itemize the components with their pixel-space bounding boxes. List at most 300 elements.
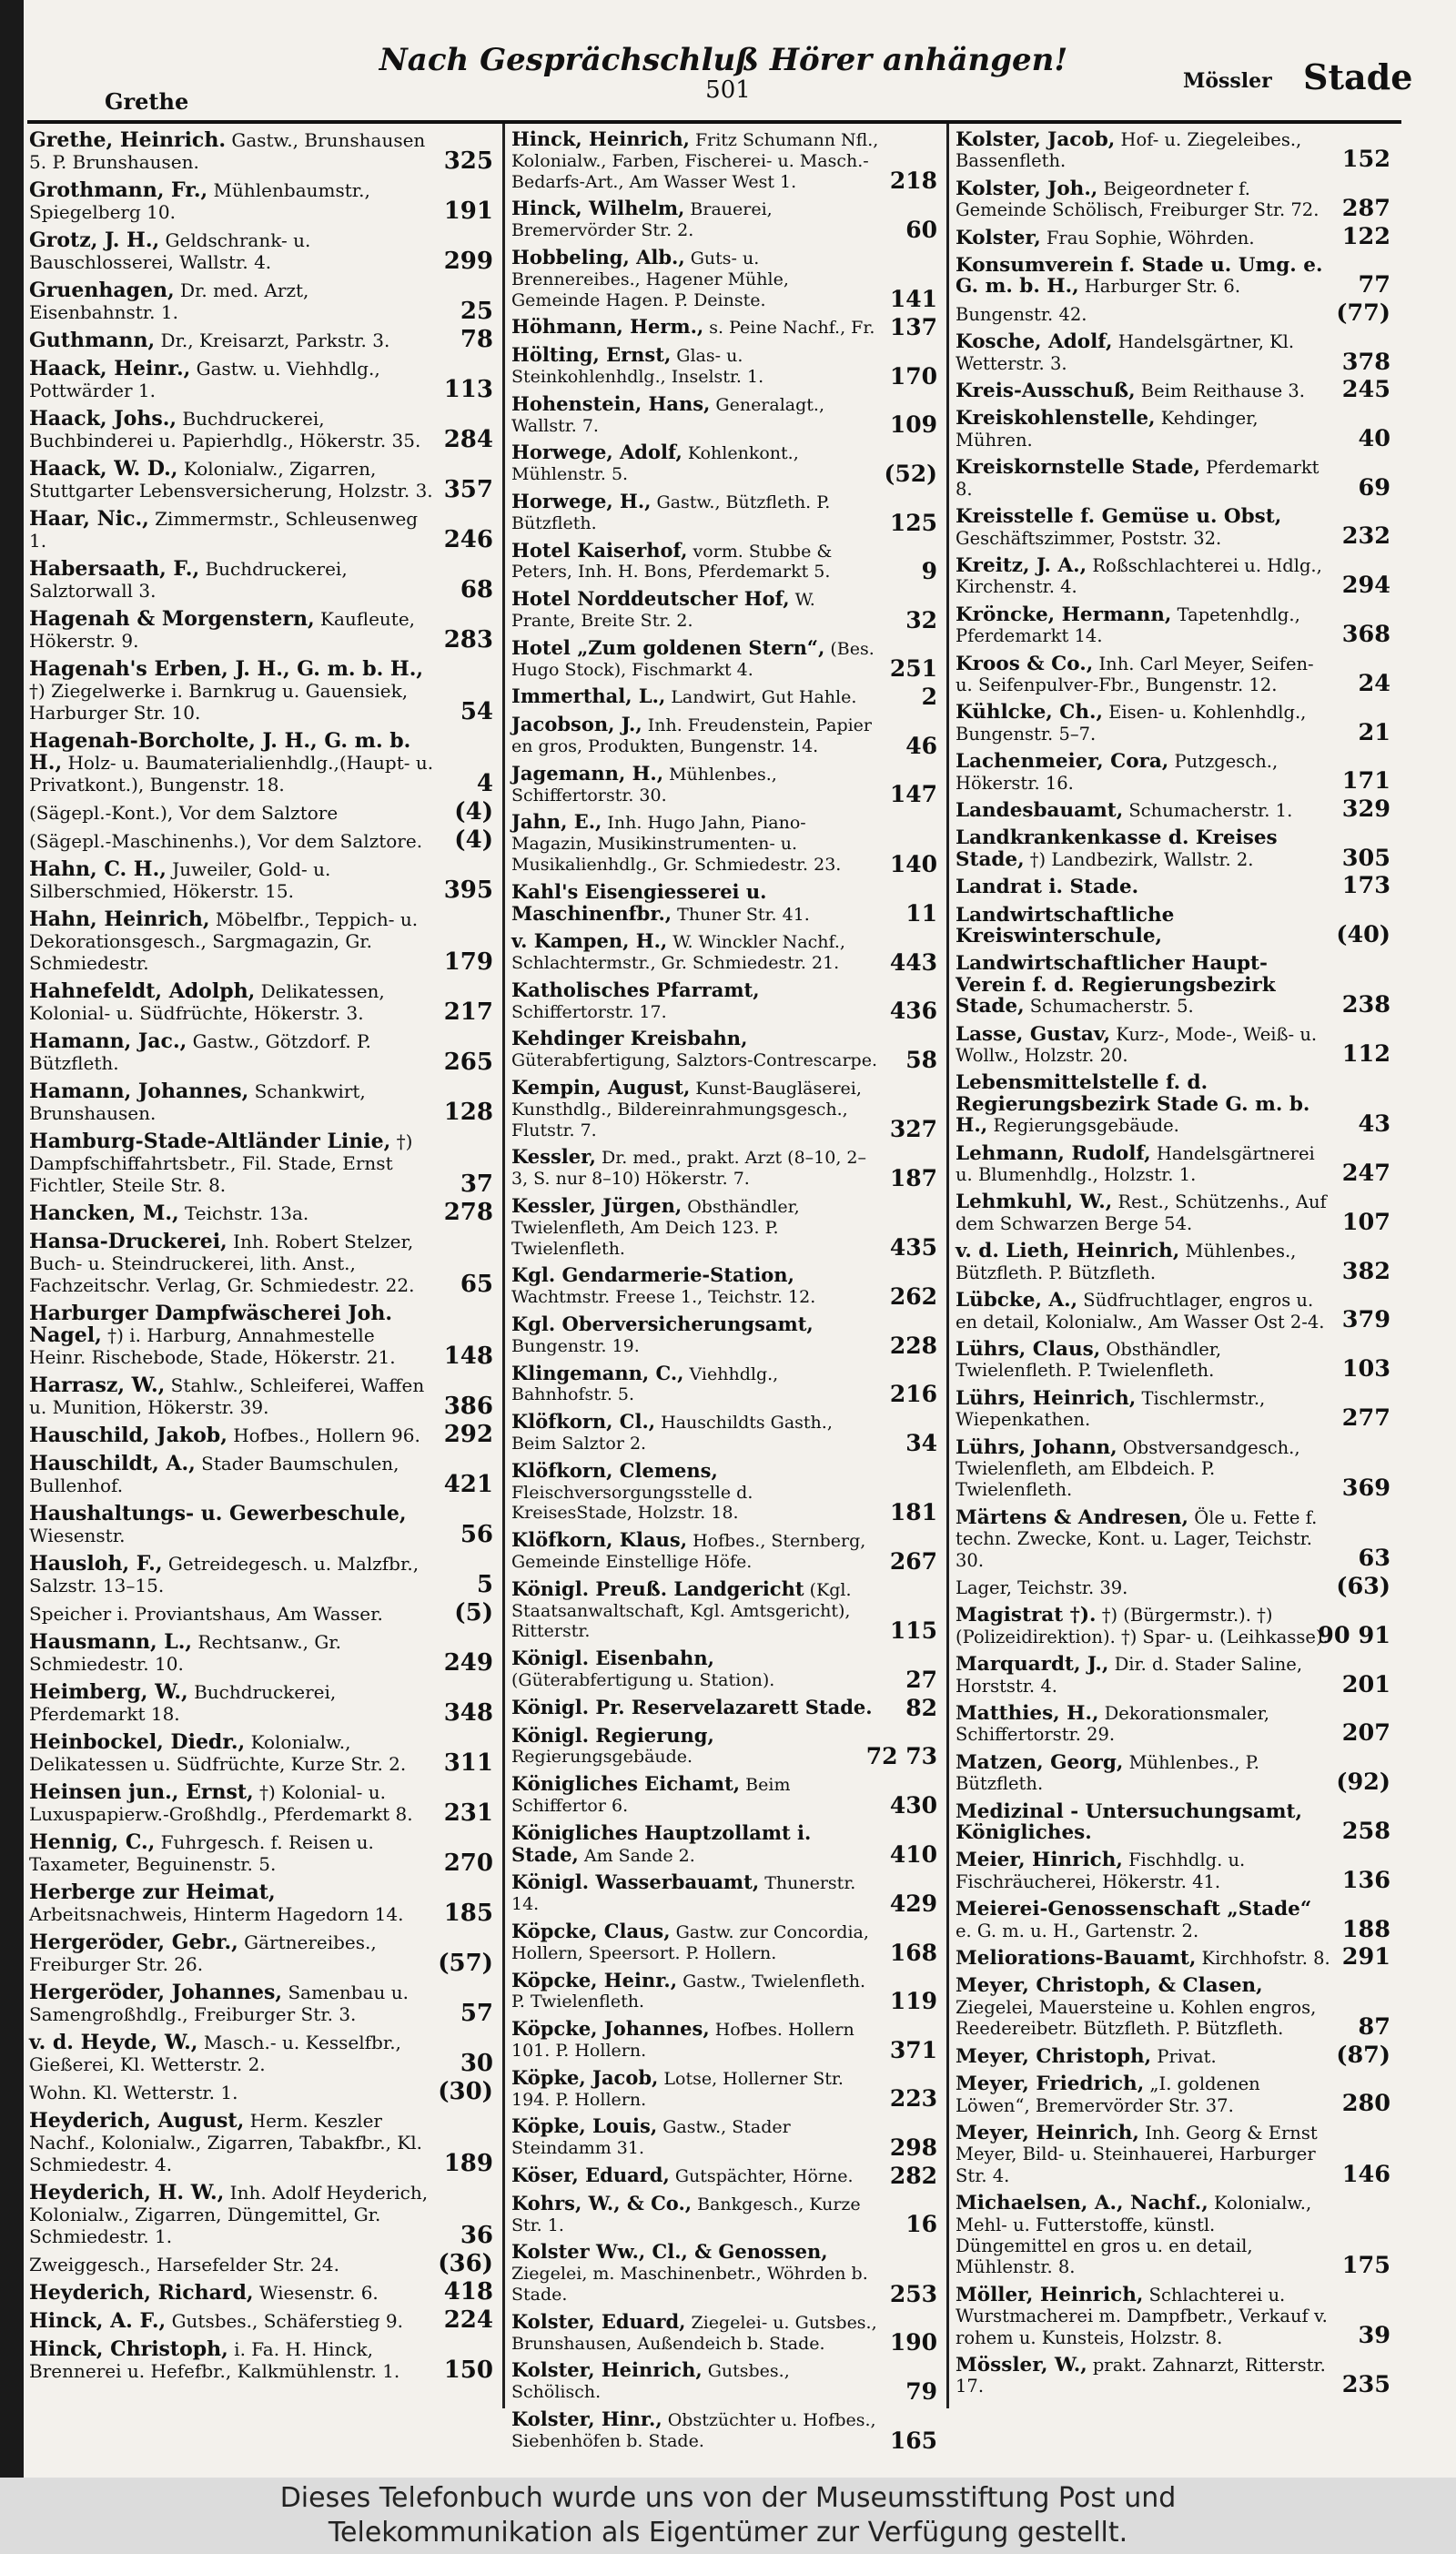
entry-phone-number: 435 <box>889 1234 937 1262</box>
entry-description: Brauerei, Bremervörder Str. 2. <box>511 199 773 241</box>
entry-description: „I. goldenen Löwen“, Bremervörder Str. 37. <box>956 2073 1260 2116</box>
entry-description: Hofbes. Hollern 101. P. Hollern. <box>511 2020 854 2061</box>
page-number: 501 <box>705 76 751 104</box>
directory-entry <box>956 751 1390 794</box>
entry-name: Kreiskornstelle Stade, <box>956 456 1200 480</box>
entry-name: v. d. Lieth, Heinrich, <box>956 1240 1180 1263</box>
entry-name: Haack, Heinr., <box>29 357 191 380</box>
directory-entry <box>511 1027 937 1074</box>
entry-description: Inh. Freudenstein, Papier en gros, Produkten, Bungenstr. 14. <box>511 715 873 756</box>
directory-entry <box>29 730 493 796</box>
entry-phone-number: 231 <box>443 1799 493 1827</box>
entry-phone-number: 238 <box>1341 991 1390 1019</box>
entry-description: Fischhdlg. u. Fischräucherei, Hökerstr. 41. <box>956 1850 1246 1892</box>
entry-name: Hamann, Jac., <box>29 1029 187 1053</box>
column-divider <box>502 124 505 2408</box>
entry-phone-number: 418 <box>443 2278 493 2306</box>
entry-text <box>956 331 1390 374</box>
entry-description: Schumacherstr. 5. <box>1029 996 1194 1018</box>
directory-entry <box>956 255 1390 298</box>
entry-phone-number: 90 91 <box>1318 1621 1390 1649</box>
entry-phone-number: 190 <box>889 2329 937 2356</box>
directory-entry <box>29 2078 493 2105</box>
directory-entry <box>956 2073 1390 2116</box>
entry-phone-number: 258 <box>1341 1817 1390 1845</box>
directory-entry <box>511 589 937 632</box>
entry-description: (Güterabfertigung u. Station). <box>511 1670 775 1690</box>
entry-text <box>511 2065 937 2111</box>
entry-description: Dr. med., prakt. Arzt (8–10, 2–3, S. nur 8–10) Hökerstr. 7. <box>511 1148 867 1190</box>
entry-name: Kreisstelle f. Gemüse u. Obst, <box>956 505 1282 529</box>
entry-text <box>511 2191 937 2236</box>
entry-description: Inh. Carl Meyer, Seifen- u. Seifenpulver-Fbr., Bungenstr. 12. <box>956 653 1314 695</box>
entry-text <box>29 2338 493 2382</box>
entry-name: Grethe, Heinrich. <box>29 128 226 152</box>
entry-phone-number: 283 <box>443 626 493 654</box>
directory-entry <box>29 279 493 323</box>
directory-entry <box>29 1080 493 1124</box>
entry-text <box>511 538 937 583</box>
directory-entry <box>29 826 493 854</box>
directory-entry <box>511 2191 937 2238</box>
directory-entry <box>511 635 937 683</box>
entry-name: Hagenah-Borcholte, J. H., G. m. b. H., <box>29 729 411 775</box>
entry-phone-number: 185 <box>443 1900 493 1927</box>
directory-entry <box>956 1752 1390 1795</box>
entry-text <box>511 1921 937 1964</box>
entry-phone-number: 191 <box>443 198 493 225</box>
footer-line-1: Dieses Telefonbuch wurde uns von der Museumsstiftung Post und <box>279 2482 1177 2514</box>
entry-description: Dir. d. Stader Saline, Horststr. 4. <box>956 1654 1303 1697</box>
entry-phone-number: 421 <box>443 1471 493 1498</box>
entry-text <box>29 1599 493 1627</box>
directory-entry <box>956 953 1390 1017</box>
entry-text <box>956 905 1390 948</box>
entry-text <box>29 1681 493 1725</box>
entry-text <box>29 826 493 854</box>
entry-description: Kolonialw., Zigarren, Stuttgarter Lebensversicherung, Holzstr. 3. <box>29 458 433 502</box>
entry-phone-number: 379 <box>1341 1306 1390 1334</box>
entry-phone-number: 46 <box>905 732 937 759</box>
entry-description: Obsthändler, Twielenfleth, Am Deich 123. P. Twielenfleth. <box>511 1197 800 1259</box>
entry-name: Hansa-Druckerei, <box>29 1230 228 1253</box>
entry-phone-number: 32 <box>905 606 937 633</box>
entry-description: Gastw., Brunshausen 5. P. Brunshausen. <box>29 129 426 173</box>
directory-entry <box>29 2338 493 2382</box>
entry-phone-number: (4) <box>454 798 493 826</box>
entry-text <box>29 1731 493 1775</box>
directory-entry <box>511 1314 937 1357</box>
entry-text <box>956 1290 1390 1333</box>
entry-text <box>29 326 493 353</box>
entry-phone-number: 247 <box>1341 1159 1390 1187</box>
entry-phone-number: 277 <box>1341 1404 1390 1433</box>
entry-description: Bungenstr. 42. <box>956 303 1087 325</box>
entry-phone-number: 122 <box>1341 222 1390 250</box>
entry-description: Getreidegesch. u. Malzfbr., Salzstr. 13–15. <box>29 1553 420 1596</box>
entry-description: Gastw., Twielenfleth. P. Twielenfleth. <box>511 1971 866 2012</box>
entry-name: Lebensmittelstelle f. d. Regierungsbezirk Stade G. m. b. H., <box>956 1071 1310 1138</box>
entry-description: Gutsbes., Schölisch. <box>511 2361 790 2403</box>
entry-phone-number: 207 <box>1341 1719 1390 1748</box>
entry-description: Herm. Keszler Nachf., Kolonialw., Zigarren, Tabakfbr., Kl. Schmiedestr. 4. <box>29 2110 423 2175</box>
entry-description: Dr., Kreisarzt, Parkstr. 3. <box>160 329 390 351</box>
entry-name: Klöfkorn, Cl., <box>511 1410 656 1434</box>
entry-text <box>511 1576 937 1645</box>
entry-text <box>956 506 1390 549</box>
entry-name: Hausloh, F., <box>29 1552 163 1576</box>
directory-entry <box>29 608 493 652</box>
directory-entry <box>29 1681 493 1725</box>
entry-description: Teichstr. 13a. <box>185 1202 309 1224</box>
entry-description: Gastw., Stader Steindamm 31. <box>511 2117 791 2159</box>
entry-name: Köpcke, Heinr., <box>511 1968 678 1992</box>
directory-entry <box>956 408 1390 451</box>
directory-entry <box>29 1302 493 1368</box>
entry-phone-number: 223 <box>889 2085 937 2113</box>
entry-phone-number: 246 <box>443 526 493 553</box>
directory-entry <box>511 715 937 757</box>
entry-description: Wiesenstr. <box>29 1525 126 1546</box>
entry-description: Geldschrank- u. Bauschlosserei, Wallstr. 4. <box>29 229 311 273</box>
directory-entry <box>511 1872 937 1915</box>
entry-name: Hergeröder, Gebr., <box>29 1931 238 1954</box>
entry-description: e. G. m. u. H., Gartenstr. 2. <box>956 1920 1199 1941</box>
directory-entry <box>29 2032 493 2075</box>
entry-text <box>29 1302 493 1368</box>
directory-entry <box>956 1605 1390 1647</box>
entry-description: Lager, Teichstr. 39. <box>956 1576 1128 1598</box>
entry-phone-number: 348 <box>443 1699 493 1727</box>
entry-phone-number: 181 <box>889 1499 937 1526</box>
entry-phone-number: 278 <box>443 1199 493 1226</box>
directory-entry <box>511 812 937 875</box>
entry-phone-number: 82 <box>905 1694 937 1721</box>
directory-entry <box>29 1130 493 1196</box>
header-last-entry: Mössler <box>1183 69 1272 93</box>
directory-entry <box>511 1921 937 1964</box>
entry-phone-number: 87 <box>1358 2013 1390 2042</box>
entry-description: Arbeitsnachweis, Hinterm Hagedorn 14. <box>29 1903 404 1925</box>
directory-entry <box>956 1703 1390 1746</box>
entry-phone-number: 430 <box>889 1791 937 1819</box>
entry-phone-number: 148 <box>443 1343 493 1370</box>
directory-entry <box>956 2285 1390 2348</box>
directory-entry <box>956 222 1390 250</box>
entry-name: Heimberg, W., <box>29 1680 188 1704</box>
entry-phone-number: 245 <box>1341 375 1390 403</box>
entry-name: Hauschildt, A., <box>29 1452 196 1475</box>
entry-text <box>511 1076 937 1143</box>
entry-phone-number: 60 <box>905 216 937 243</box>
page-footer <box>0 2478 1456 2554</box>
entry-name: Matzen, Georg, <box>956 1750 1124 1774</box>
entry-description: Zimmermstr., Schleusenweg 1. <box>29 508 419 552</box>
entry-description: Kohlenkont., Mühlenstr. 5. <box>511 443 799 485</box>
entry-phone-number: 136 <box>1341 1866 1390 1894</box>
entry-name: Königl. Pr. Reservelazarett Stade. <box>511 1695 873 1718</box>
directory-entry <box>29 229 493 273</box>
entry-phone-number: 43 <box>1358 1110 1390 1139</box>
entry-description: Hofbes., Hollern 96. <box>233 1424 420 1446</box>
entry-text <box>956 751 1390 794</box>
entry-phone-number: 112 <box>1341 1039 1390 1068</box>
entry-name: Matthies, H., <box>956 1702 1099 1725</box>
directory-entry <box>29 2110 493 2175</box>
entry-description: Bungenstr. 19. <box>511 1335 640 1356</box>
entry-name: Kreitz, J. A., <box>956 553 1087 577</box>
entry-description: Eisen- u. Kohlenhdlg., Bungenstr. 5–7. <box>956 702 1307 745</box>
entry-text <box>956 255 1390 298</box>
directory-entry <box>956 457 1390 500</box>
entry-text <box>511 2162 937 2189</box>
entry-text <box>29 129 493 173</box>
directory-entry <box>511 1076 937 1143</box>
entry-name: v. Kampen, H., <box>511 929 668 953</box>
entry-phone-number: 65 <box>460 1271 493 1298</box>
entry-phone-number: 165 <box>889 2427 937 2454</box>
entry-description: Juweiler, Gold- u. Silberschmied, Hökerstr. 15. <box>29 858 331 902</box>
entry-name: Kosche, Adolf, <box>956 330 1113 354</box>
entry-text <box>29 558 493 602</box>
entry-phone-number: 291 <box>1341 1942 1390 1971</box>
entry-text <box>511 391 937 437</box>
entry-text <box>29 1781 493 1825</box>
entry-phone-number: 40 <box>1358 424 1390 452</box>
entry-text <box>511 1458 937 1524</box>
entry-name: Heinbockel, Diedr., <box>29 1730 246 1754</box>
entry-name: Kolster, <box>956 226 1041 249</box>
entry-phone-number: 168 <box>889 1939 937 1966</box>
directory-entry <box>511 2409 937 2452</box>
entry-description: Kolonialw., Mehl- u. Futterstoffe, künstl. Düngemittel en gros u. en detail, Mühlenstr. 8. <box>956 2193 1312 2278</box>
entry-description: Zweiggesch., Harsefelder Str. 24. <box>29 2254 339 2275</box>
entry-text <box>956 1974 1390 2042</box>
entry-name: Köpcke, Johannes, <box>511 2017 710 2041</box>
directory-entry <box>511 2360 937 2403</box>
entry-description: Stader Baumschulen, Bullenhof. <box>29 1453 399 1496</box>
entry-text <box>956 408 1390 451</box>
directory-entry <box>511 245 937 313</box>
entry-name: Köpke, Jacob, <box>511 2065 659 2089</box>
directory-entry <box>29 1503 493 1546</box>
directory-entry <box>511 1194 937 1262</box>
entry-phone-number: 115 <box>889 1617 937 1645</box>
entry-text <box>29 1503 493 1546</box>
entry-text <box>29 2078 493 2105</box>
entry-text <box>956 872 1390 900</box>
entry-name: Höhmann, Herm., <box>511 315 704 339</box>
entry-description: Beim Schiffertor 6. <box>511 1775 791 1816</box>
entry-phone-number: 54 <box>460 698 493 725</box>
directory-entry <box>29 2278 493 2306</box>
entry-phone-number: 69 <box>1358 473 1390 502</box>
entry-description: Thuner Str. 41. <box>677 904 810 925</box>
entry-text <box>29 2306 493 2334</box>
entry-phone-number: (57) <box>438 1950 493 1977</box>
directory-entry <box>956 1572 1390 1600</box>
directory-entry <box>956 1143 1390 1186</box>
entry-description: Kehdinger, Mühren. <box>956 408 1259 451</box>
entry-text <box>29 508 493 552</box>
directory-entry <box>29 129 493 173</box>
entry-name: Lührs, Heinrich, <box>956 1386 1137 1410</box>
entry-phone-number: 235 <box>1341 2371 1390 2399</box>
entry-name: Michaelsen, A., Nachf., <box>956 2192 1208 2215</box>
entry-name: Medizinal - Untersuchungsamt, Königliches. <box>956 1799 1302 1845</box>
directory-entry <box>29 658 493 724</box>
entry-phone-number: 63 <box>1358 1545 1390 1573</box>
directory-entry <box>29 858 493 902</box>
entry-phone-number: 103 <box>1341 1355 1390 1383</box>
entry-name: Haar, Nic., <box>29 507 149 531</box>
entry-phone-number: 25 <box>460 298 493 325</box>
entry-name: Kühlcke, Ch., <box>956 701 1103 725</box>
entry-description: Kirchhofstr. 8. <box>1201 1948 1330 1970</box>
entry-text <box>511 1694 937 1721</box>
entry-phone-number: 170 <box>889 362 937 390</box>
entry-text <box>29 1881 493 1925</box>
directory-entry <box>511 314 937 341</box>
entry-name: Kahl's Eisengiesserei u. Maschinenfbr., <box>511 879 767 925</box>
directory-entry <box>956 1850 1390 1892</box>
entry-phone-number: (63) <box>1336 1572 1390 1600</box>
directory-entry <box>511 2116 937 2159</box>
entry-description: Südfruchtlager, engros u. en detail, Kolonialw., Am Wasser Ost 2-4. <box>956 1290 1325 1333</box>
directory-entry <box>511 1147 937 1190</box>
entry-text <box>956 1801 1390 1844</box>
entry-phone-number: 179 <box>443 948 493 976</box>
directory-entry <box>511 391 937 439</box>
entry-text <box>511 1314 937 1357</box>
entry-description: Hof- u. Ziegeleibes., Bassenfleth. <box>956 129 1302 172</box>
entry-name: Konsumverein f. Stade u. Umg. e. G. m. b. H., <box>956 254 1323 299</box>
entry-text <box>956 654 1390 696</box>
entry-text <box>956 953 1390 1017</box>
entry-text <box>956 2123 1390 2186</box>
directory-entry <box>511 1694 937 1721</box>
entry-phone-number: 187 <box>889 1165 937 1192</box>
entry-text <box>29 1421 493 1448</box>
entry-text <box>29 1453 493 1496</box>
entry-phone-number: 78 <box>460 326 493 353</box>
entry-phone-number: 228 <box>889 1332 937 1359</box>
entry-text <box>956 1507 1390 1571</box>
entry-name: Hamann, Johannes, <box>29 1079 249 1103</box>
entry-name: Klingemann, C., <box>511 1361 684 1384</box>
directory-entry <box>956 905 1390 948</box>
entry-name: Köpcke, Claus, <box>511 1919 671 1942</box>
entry-phone-number: 249 <box>443 1649 493 1677</box>
entry-text <box>29 1231 493 1296</box>
footer-line-2: Telekommunikation als Eigentümer zur Verfügung gestellt. <box>328 2517 1128 2549</box>
entry-text <box>29 458 493 502</box>
directory-entry <box>956 1241 1390 1283</box>
entry-description: Roßschlachterei u. Hdlg., Kirchenstr. 4. <box>956 554 1322 598</box>
entry-phone-number: 232 <box>1341 522 1390 551</box>
entry-name: Kolster, Hinr., <box>511 2407 662 2430</box>
entry-name: Magistrat †). <box>956 1604 1097 1627</box>
entry-name: Herberge zur Heimat, <box>29 1880 276 1904</box>
entry-name: Horwege, H., <box>511 489 652 512</box>
directory-entry <box>29 2306 493 2334</box>
entry-name: Kessler, Jürgen, <box>511 1194 682 1218</box>
entry-name: Lachenmeier, Cora, <box>956 750 1169 774</box>
entry-text <box>511 1530 937 1573</box>
entry-name: Kreis-Ausschuß, <box>956 380 1136 403</box>
entry-description: Kurz-, Mode-, Weiß- u. Wollw., Holzstr. 20. <box>956 1023 1318 1067</box>
entry-phone-number: 128 <box>443 1099 493 1126</box>
entry-phone-number: 56 <box>460 1521 493 1548</box>
entry-phone-number: 146 <box>1341 2160 1390 2188</box>
entry-text <box>956 827 1390 870</box>
entry-description: Hauschildts Gasth., Beim Salztor 2. <box>511 1413 833 1454</box>
entry-description: Obsthändler, Twielenfleth. P. Twielenfleth. <box>956 1338 1222 1382</box>
entry-name: Hagenah & Morgenstern, <box>29 607 315 631</box>
entry-phone-number: 305 <box>1341 844 1390 872</box>
entry-text <box>29 358 493 401</box>
entry-name: Habersaath, F., <box>29 557 200 581</box>
entry-name: Kehdinger Kreisbahn, <box>511 1027 748 1050</box>
entry-description: Ziegelei, Mauersteine u. Kohlen engros, Reedereibetr. Bützfleth. P. Bützfleth. <box>956 1996 1317 2040</box>
entry-text <box>956 1703 1390 1746</box>
entry-name: Hamburg-Stade-Altländer Linie, <box>29 1130 391 1153</box>
entry-text <box>956 2041 1390 2069</box>
entry-text <box>511 1263 937 1311</box>
entry-description: Beigeordneter f. Gemeinde Schölisch, Freiburger Str. 72. <box>956 177 1320 221</box>
entry-phone-number: 371 <box>889 2036 937 2063</box>
entry-name: Hölting, Ernst, <box>511 343 672 367</box>
entry-text <box>956 2355 1390 2397</box>
entry-name: Hergeröder, Johannes, <box>29 1981 283 2004</box>
entry-phone-number: (30) <box>438 2078 493 2105</box>
entry-phone-number: 298 <box>889 2133 937 2161</box>
entry-name: Harrasz, W., <box>29 1373 166 1397</box>
entry-phone-number: 201 <box>1341 1670 1390 1698</box>
entry-description: †) Dampfschiffahrtsbetr., Fil. Stade, Ernst Fichtler, Steile Str. 8. <box>29 1130 413 1196</box>
entry-text <box>511 489 937 534</box>
entry-text <box>511 1027 937 1074</box>
entry-text <box>29 179 493 223</box>
entry-text <box>511 1820 937 1867</box>
entry-phone-number: 72 73 <box>865 1743 937 1770</box>
directory-entry <box>29 179 493 223</box>
entry-phone-number: 171 <box>1341 767 1390 796</box>
entry-name: Landrat i. Stade. <box>956 876 1139 899</box>
directory-entry <box>511 1412 937 1454</box>
entry-description: †) (Bürgermstr.). †) (Polizeidirektion). †) Spar- u. (Leihkasse). <box>956 1605 1329 1647</box>
entry-name: Harburger Dampfwäscherei Joh. Nagel, <box>29 1302 392 1347</box>
entry-text <box>29 908 493 974</box>
entry-name: Möller, Heinrich, <box>956 2283 1144 2306</box>
entry-phone-number: 4 <box>476 770 493 797</box>
entry-text <box>956 1339 1390 1382</box>
entry-name: Grotz, J. H., <box>29 228 160 252</box>
entry-description: Glas- u. Steinkohlenhdlg., Inselstr. 1. <box>511 346 764 387</box>
entry-name: Marquardt, J., <box>956 1653 1109 1677</box>
entry-phone-number: 251 <box>889 655 937 683</box>
directory-entry <box>956 1654 1390 1697</box>
directory-entry <box>956 2355 1390 2397</box>
directory-entry <box>29 1199 493 1226</box>
entry-text <box>29 730 493 796</box>
entry-name: Kempin, August, <box>511 1076 691 1100</box>
directory-entry <box>29 1553 493 1596</box>
entry-description: Möbelfbr., Teppich- u. Dekorationsgesch., Sargmagazin, Gr. Schmiedestr. <box>29 908 419 974</box>
entry-description: Samenbau u. Samengroßhdlg., Freiburger Str. 3. <box>29 1981 409 2025</box>
entry-phone-number: 141 <box>889 286 937 313</box>
entry-phone-number: 325 <box>443 147 493 175</box>
